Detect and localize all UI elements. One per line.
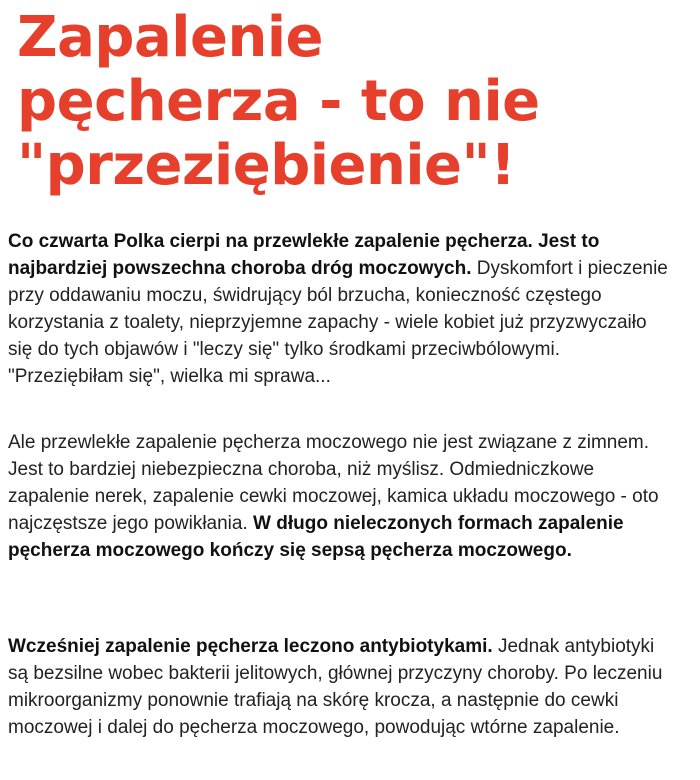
paragraph-intro-text: Dyskomfort i pieczenie przy oddawaniu moczu, świdrujący ból brzucha, konieczność częstego korzystania z toalety, nieprzyjemne zapachy - wiele kobiet już przyzwyczaiło się do tych objawów i "leczy się" tylko środkami przeciwbólowymi. "Przeziębiłam się", wielka mi sprawa... — [8, 258, 668, 387]
paragraph-antibiotics-text: Jednak antybiotyki są bezsilne wobec bakterii jelitowych, głównej przyczyny choroby. Po leczeniu mikroorganizmy ponownie trafiają na skórę krocza, a następnie do cewki moczowej i dalej do pęcherza moczowego, powodując wtórne zapalenie. — [8, 636, 663, 738]
title-line-2: pęcherza - to nie — [17, 69, 540, 134]
page-title — [17, 6, 687, 198]
paragraph-complications-text: Ale przewlekłe zapalenie pęcherza moczowego nie jest związane z zimnem. Jest to bardziej niebezpieczna choroba, niż myślisz. Odmiedniczkowe zapalenie nerek, zapalenie cewki moczowej, kamica układu moczowego - oto najczęstsze jego powikłania. — [8, 432, 659, 534]
paragraph-complications-bold: W długo nieleczonych formach zapalenie pęcherza moczowego kończy się sepsą pęcherza moczowego. — [8, 513, 624, 561]
paragraph-intro — [8, 228, 668, 390]
title-line-1: Zapalenie — [17, 5, 323, 70]
paragraph-complications — [8, 429, 668, 564]
paragraph-antibiotics — [8, 633, 668, 741]
title-line-3: "przeziębienie"! — [17, 133, 516, 198]
paragraph-antibiotics-bold: Wcześniej zapalenie pęcherza leczono antybiotykami. — [8, 636, 493, 657]
paragraph-intro-bold: Co czwarta Polka cierpi na przewlekłe zapalenie pęcherza. Jest to najbardziej powszechna choroba dróg moczowych. — [8, 231, 600, 279]
